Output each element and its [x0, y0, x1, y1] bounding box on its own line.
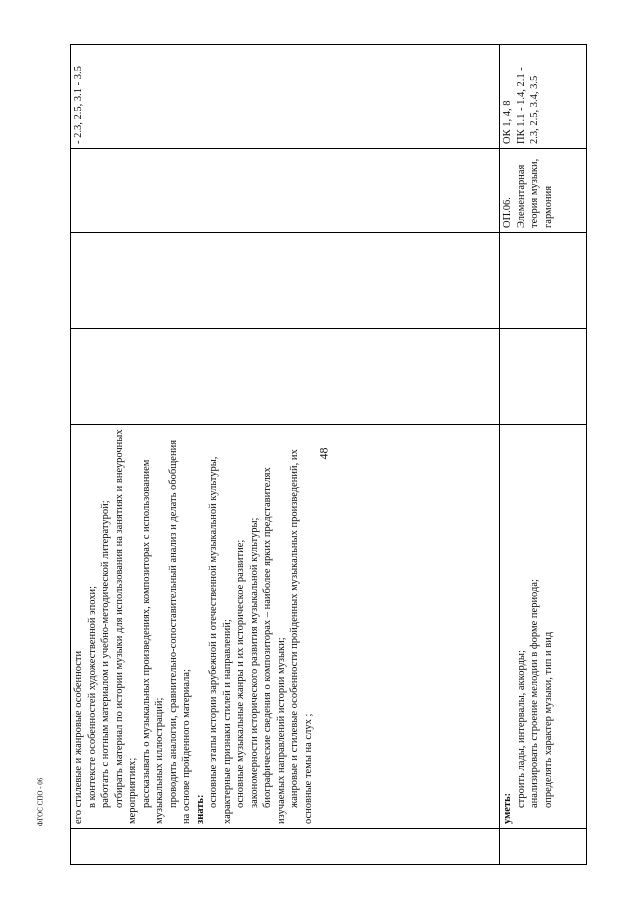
- requirement-line: в контексте особенностей художественной эпохи;: [86, 585, 98, 808]
- cell-max-load: [71, 329, 500, 425]
- footer-text: ФГОС СПО - 06: [36, 777, 45, 827]
- requirements-list: [501, 429, 585, 824]
- requirement-line: жанровые и стилевые особенности пройденных музыкальных произведений, их основные темы на слух ;: [289, 449, 314, 824]
- competency-table: [70, 44, 587, 865]
- cell-max-load: [500, 329, 587, 425]
- standards-table: [70, 45, 586, 865]
- requirement-line: отбирать материал по истории музыки для использования на занятиях и внеурочных мероприятиях;: [113, 429, 138, 824]
- cell-discipline: ОП.06. Элементарная теория музыки, гармония: [500, 149, 587, 233]
- cell-discipline: [71, 149, 500, 233]
- cell-competencies: [500, 45, 587, 149]
- cell-index: [500, 829, 587, 865]
- page-number-text: 48: [316, 447, 331, 459]
- requirement-line: его стилевые и жанровые особенности: [73, 650, 84, 824]
- requirement-line: рассказывать о музыкальных произведениях, композиторах с использованием музыкальных иллюстраций;: [140, 459, 165, 824]
- requirement-line: основные музыкальные жанры и их историческое развитие;: [235, 539, 246, 808]
- requirement-line: работать с нотным материалом и учебно-методической литературой;: [100, 500, 111, 808]
- requirement-line: определять характер музыки, тип и вид: [542, 631, 554, 808]
- table-row-continued: [71, 45, 500, 865]
- competency-line: ПК 1.1 - 1.4, 2.1 - 2.3, 2.5, 3.4, 3.5: [515, 67, 540, 144]
- page-footer: [20, 742, 60, 862]
- cell-class-hours: [500, 233, 587, 329]
- cell-class-hours: [71, 233, 500, 329]
- table-row-op06: [500, 45, 587, 865]
- requirement-line: проводить аналогии, сравнительно-сопоставительный анализ и делать обобщения на основе пройденного материала;: [167, 439, 192, 824]
- cell-requirements: [71, 425, 500, 829]
- requirement-line: знать:: [194, 794, 206, 824]
- competency-line: ОК 1, 4, 8: [502, 100, 513, 144]
- rotated-table-frame: [70, 45, 586, 865]
- requirement-line: строить лады, интервалы, аккорды;: [515, 650, 527, 808]
- requirement-line: закономерности исторического развития музыкальной культуры;: [248, 517, 260, 808]
- requirement-line: анализировать строение мелодии в форме периода;: [529, 579, 540, 808]
- cell-competencies: - 2.3, 2.5, 3.1 - 3.5: [71, 45, 500, 149]
- requirements-list: [72, 429, 315, 824]
- cell-requirements: [500, 425, 587, 829]
- requirement-line: уметь:: [502, 792, 513, 824]
- requirement-line: основные этапы истории зарубежной и отечественной музыкальной культуры, характерные признаки стилей и направлений;: [208, 456, 233, 824]
- requirement-line: биографические сведения о композиторах – наиболее ярких представителях изучаемых направлений истории музыки;: [262, 467, 287, 824]
- cell-index: [71, 829, 500, 865]
